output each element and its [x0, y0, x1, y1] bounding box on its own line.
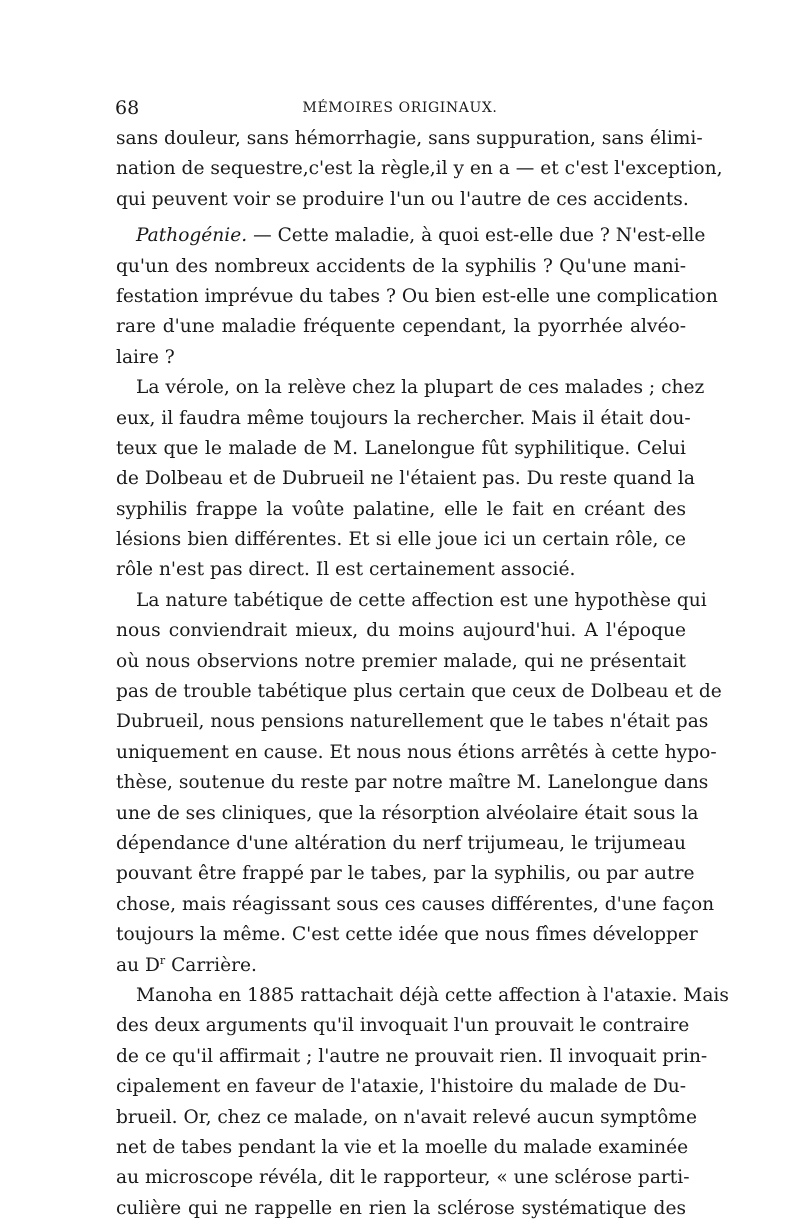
text-line: toujours la même. C'est cette idée que nous fîmes développer — [116, 924, 698, 946]
text-line: La nature tabétique de cette affection est une hypothèse qui — [136, 589, 707, 611]
text-run: Carrière. — [165, 954, 257, 976]
text-line: cipalement en faveur de l'ataxie, l'histoire du malade de Du- — [116, 1076, 686, 1098]
text-line: une de ses cliniques, que la résorption alvéolaire était sous la — [116, 802, 699, 824]
page-number: 68 — [115, 97, 140, 119]
text-line: eux, il faudra même toujours la rechercher. Mais il était dou- — [116, 407, 691, 429]
page-header — [115, 96, 685, 120]
text-line: La vérole, on la relève chez la plupart de ces malades ; chez — [136, 377, 705, 399]
text-line: thèse, soutenue du reste par notre maître M. Lanelongue dans — [116, 772, 709, 794]
text-line: Dubrueil, nous pensions naturellement que le tabes n'était pas — [116, 711, 709, 733]
text-line — [116, 951, 686, 981]
text-line: sans douleur, sans hémorrhagie, sans suppuration, sans élimi- — [116, 128, 703, 149]
text-line: net de tabes pendant la vie et la moelle du malade examinée — [116, 1136, 689, 1158]
text-line — [116, 221, 706, 251]
running-head: MÉMOIRES ORIGINAUX. — [302, 100, 498, 116]
section-lead: Pathogénie. — [136, 225, 248, 247]
paragraph — [116, 373, 705, 586]
text-line: dépendance d'une altération du nerf trijumeau, le trijumeau — [116, 832, 686, 854]
text-line: rôle n'est pas direct. Il est certainement associé. — [116, 559, 576, 581]
text-line: festation imprévue du tabes ? Ou bien est-elle une complication — [116, 285, 718, 307]
text-line: qu'un des nombreux accidents de la syphilis ? Qu'une mani- — [116, 255, 686, 277]
text-line: de ce qu'il affirmait ; l'autre ne prouvait rien. Il invoquait prin- — [116, 1045, 708, 1067]
text-line: de Dolbeau et de Dubrueil ne l'étaient pas. Du reste quand la — [116, 468, 695, 490]
text-line: rare d'une maladie fréquente cependant, la pyorrhée alvéo- — [116, 316, 686, 338]
text-line: brueil. Or, chez ce malade, on n'avait relevé aucun symptôme — [116, 1106, 697, 1128]
text-line: pas de trouble tabétique plus certain que ceux de Dolbeau et de — [116, 681, 722, 703]
paragraph — [116, 981, 729, 1224]
text-line: des deux arguments qu'il invoquait l'un prouvait le contraire — [116, 1015, 690, 1037]
body-text — [116, 124, 729, 1224]
text-line: culière qui ne rappelle en rien la sclérose systématique des — [116, 1197, 686, 1219]
text-line: au microscope révéla, dit le rapporteur, « une sclérose parti- — [116, 1167, 690, 1189]
paragraph — [116, 124, 723, 215]
text-line: nation de sequestre,c'est la règle,il y en a — et c'est l'exception, — [116, 158, 723, 180]
text-line: pouvant être frappé par le tabes, par la syphilis, ou par autre — [116, 863, 695, 885]
superscript: r — [159, 953, 166, 967]
text-line: chose, mais réagissant sous ces causes différentes, d'une façon — [116, 893, 715, 915]
text-run: au D — [116, 954, 160, 976]
text-line: Manoha en 1885 rattachait déjà cette affection à l'ataxie. Mais — [136, 984, 729, 1006]
text-line: uniquement en cause. Et nous nous étions arrêtés à cette hypo- — [116, 741, 717, 763]
paragraph — [116, 586, 722, 981]
paragraph — [116, 221, 718, 373]
text-line: où nous observions notre premier malade, qui ne présentait — [116, 650, 686, 672]
text-line: qui peuvent voir se produire l'un ou l'autre de ces accidents. — [116, 188, 689, 210]
text-line: teux que le malade de M. Lanelongue fût syphilitique. Celui — [116, 437, 686, 459]
text-line: syphilis frappe la voûte palatine, elle le fait en créant des — [116, 498, 686, 520]
text-line: laire ? — [116, 346, 175, 368]
text-line: lésions bien différentes. Et si elle joue ici un certain rôle, ce — [116, 529, 686, 551]
text-run: — Cette maladie, à quoi est-elle due ? N'est-elle — [247, 225, 706, 247]
text-line: nous conviendrait mieux, du moins aujourd'hui. A l'époque — [116, 620, 686, 642]
